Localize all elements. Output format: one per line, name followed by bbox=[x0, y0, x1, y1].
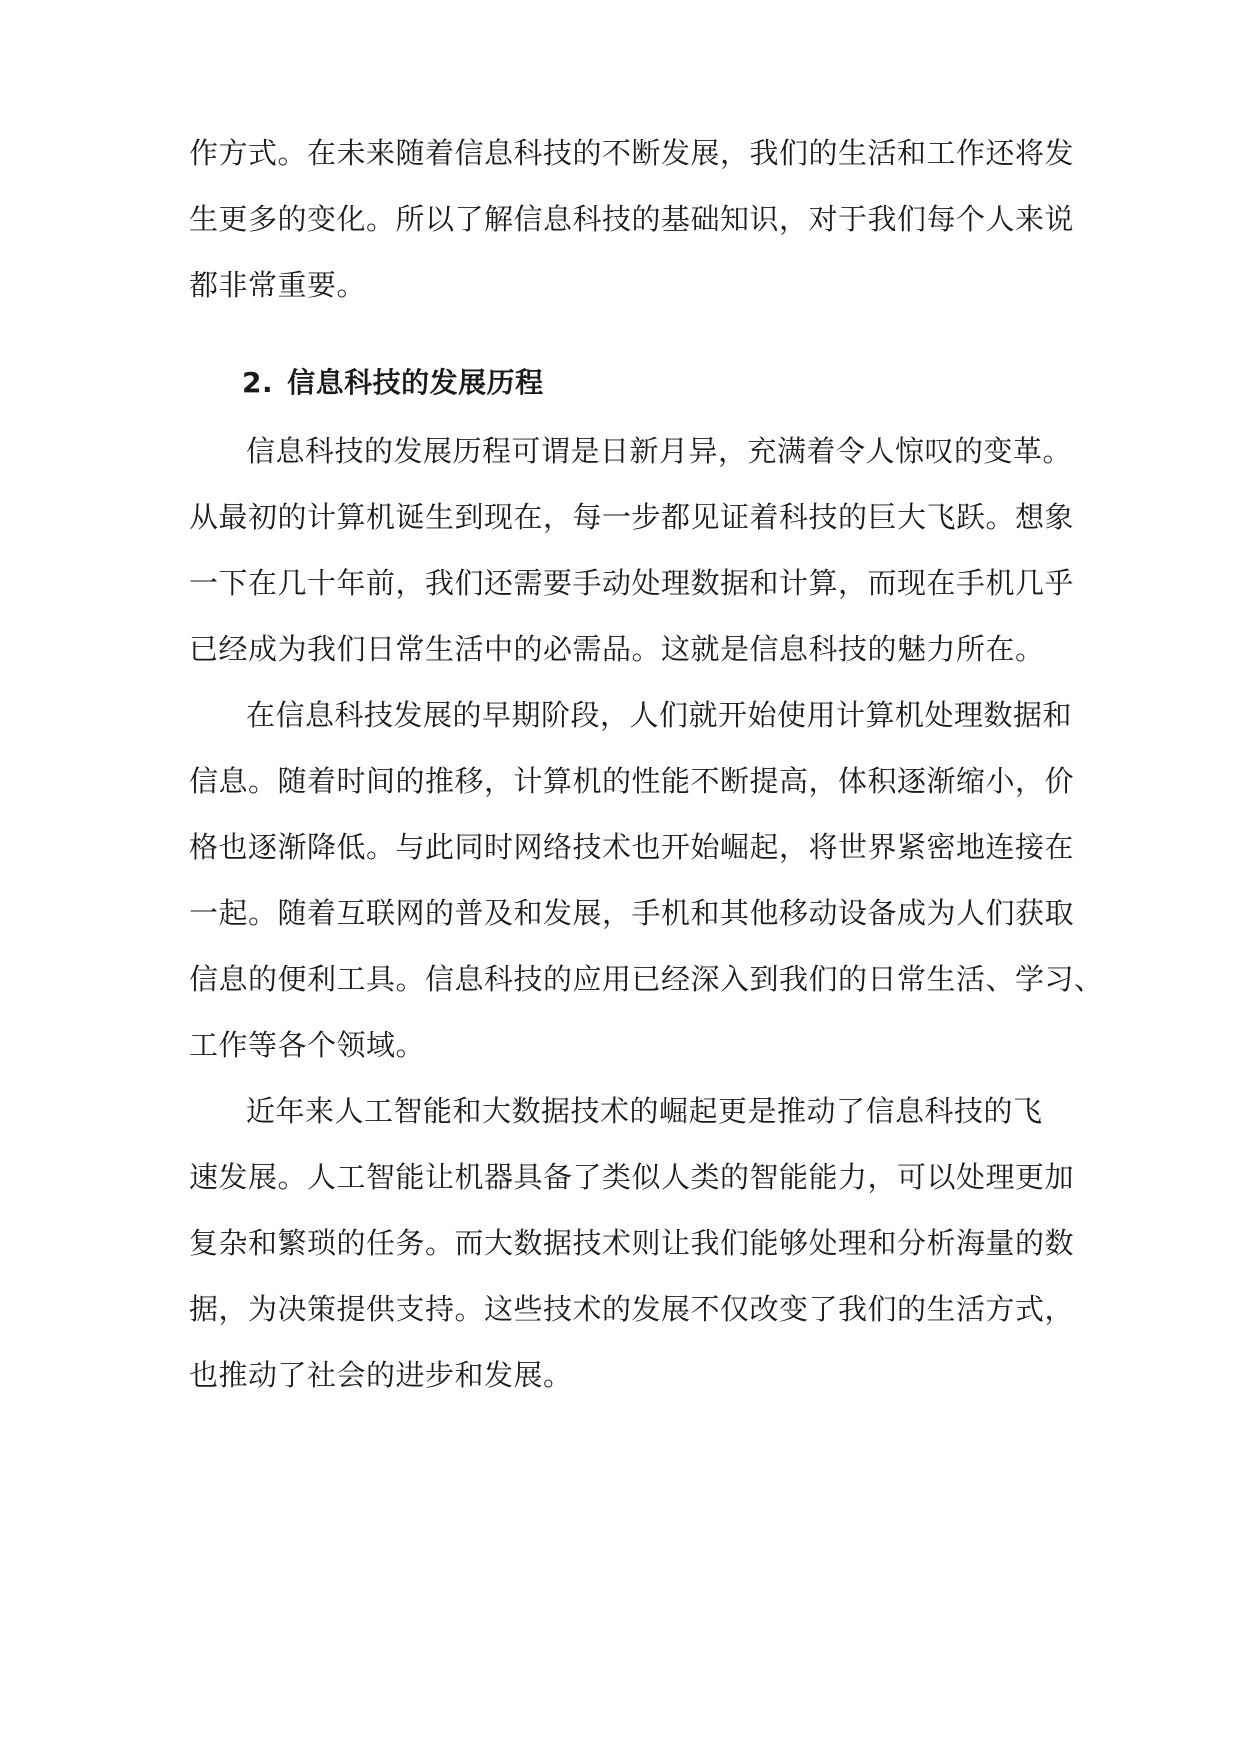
text-line: 在信息科技发展的早期阶段，人们就开始使用计算机处理数据和 bbox=[246, 698, 1073, 732]
text-line: 速发展。人工智能让机器具备了类似人类的智能能力，可以处理更加 bbox=[189, 1160, 1075, 1194]
section-title: 信息科技的发展历程 bbox=[287, 366, 544, 399]
text-line: 近年来人工智能和大数据技术的崛起更是推动了信息科技的飞 bbox=[246, 1094, 1043, 1128]
text-line: 信息的便利工具。信息科技的应用已经深入到我们的日常生活、学习、 bbox=[189, 962, 1104, 996]
text-line: 格也逐渐降低。与此同时网络技术也开始崛起，将世界紧密地连接在 bbox=[189, 830, 1075, 864]
text-line: 作方式。在未来随着信息科技的不断发展，我们的生活和工作还将发 bbox=[189, 136, 1075, 170]
text-line: 复杂和繁琐的任务。而大数据技术则让我们能够处理和分析海量的数 bbox=[189, 1226, 1075, 1260]
text-line: 从最初的计算机诞生到现在，每一步都见证着科技的巨大飞跃。想象 bbox=[189, 500, 1075, 534]
text-line: 已经成为我们日常生活中的必需品。这就是信息科技的魅力所在。 bbox=[189, 632, 1045, 666]
section-number: 2. bbox=[242, 366, 274, 399]
text-line: 据，为决策提供支持。这些技术的发展不仅改变了我们的生活方式， bbox=[189, 1292, 1075, 1326]
text-line: 也推动了社会的进步和发展。 bbox=[189, 1358, 573, 1392]
text-line: 都非常重要。 bbox=[189, 268, 367, 302]
text-line: 信息。随着时间的推移，计算机的性能不断提高，体积逐渐缩小，价 bbox=[189, 764, 1075, 798]
text-line: 一下在几十年前，我们还需要手动处理数据和计算，而现在手机几乎 bbox=[189, 566, 1075, 600]
text-line: 信息科技的发展历程可谓是日新月异，充满着令人惊叹的变革。 bbox=[246, 434, 1073, 468]
text-line: 一起。随着互联网的普及和发展，手机和其他移动设备成为人们获取 bbox=[189, 896, 1075, 930]
section-heading bbox=[242, 365, 544, 401]
text-line: 工作等各个领域。 bbox=[189, 1028, 426, 1062]
text-line: 生更多的变化。所以了解信息科技的基础知识，对于我们每个人来说 bbox=[189, 202, 1075, 236]
